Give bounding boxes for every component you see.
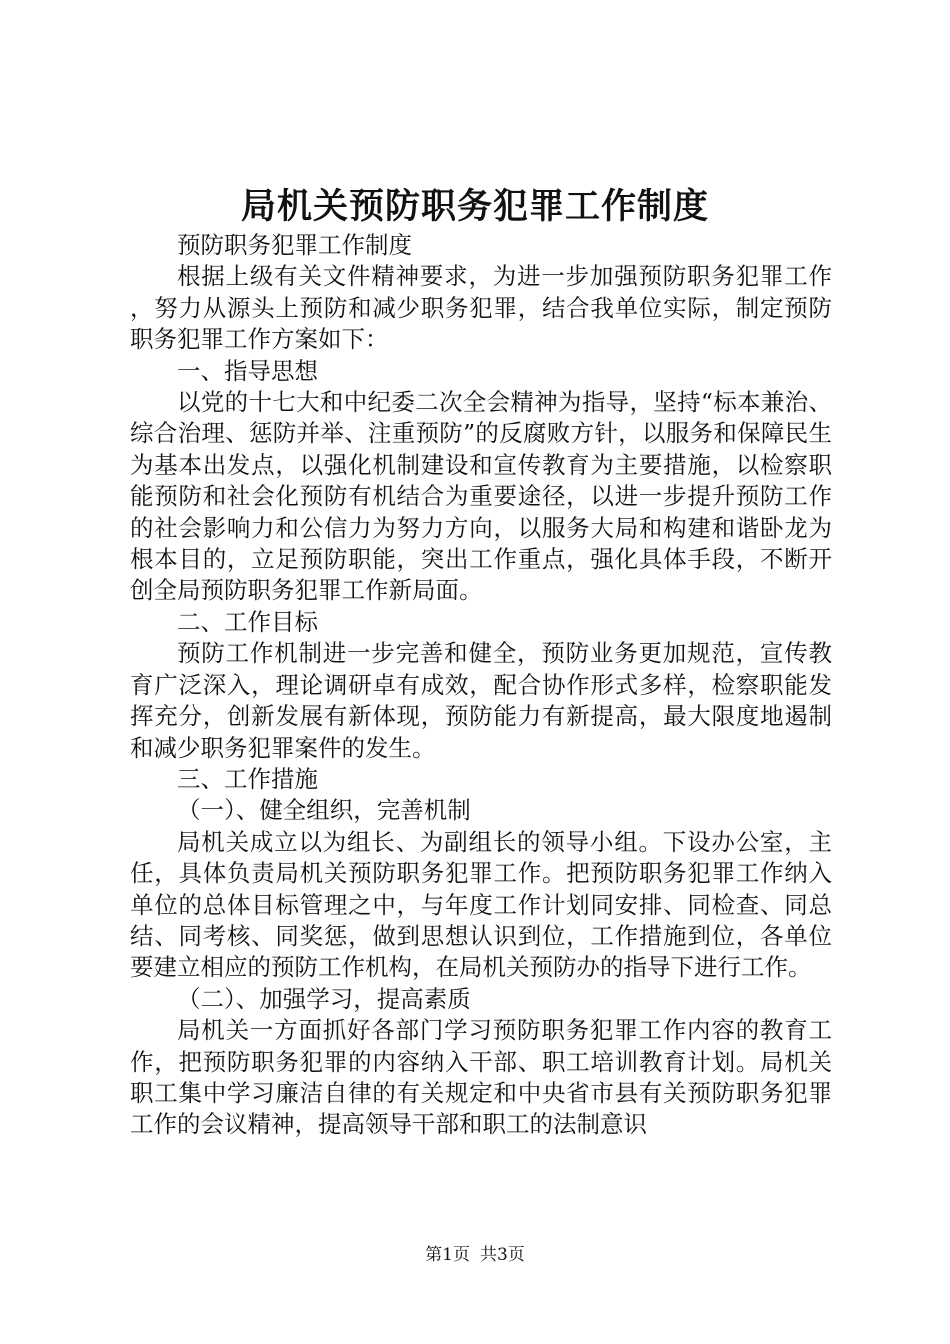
paragraph-study: 局机关一方面抓好各部门学习预防职务犯罪工作内容的教育工作，把预防职务犯罪的内容纳入干部、职工培训教育计划。局机关职工集中学习廉洁自律的有关规定和中央省市县有关预防职务犯罪工作的会议精神，提高领导干部和职工的法制意识 [130, 1016, 832, 1139]
heading-work-goals: 二、工作目标 [177, 607, 318, 636]
subheading-organization: （一）、健全组织，完善机制 [177, 796, 471, 825]
current-page-number: 第1页 [425, 1245, 470, 1265]
document-body [130, 230, 832, 1141]
subheading-study: （二）、加强学习，提高素质 [177, 984, 471, 1013]
heading-guiding-ideology: 一、指导思想 [177, 356, 318, 385]
total-pages: 共3页 [480, 1245, 525, 1265]
paragraph-guiding-ideology: 以党的十七大和中纪委二次全会精神为指导，坚持“标本兼治、综合治理、惩防并举、注重预防”的反腐败方针，以服务和保障民生为基本出发点，以强化机制建设和宣传教育为主要措施，以检察职能预防和社会化预防有机结合为重要途径，以进一步提升预防工作的社会影响力和公信力为努力方向，以服务大局和构建和谐卧龙为根本目的，立足预防职能，突出工作重点，强化具体手段，不断开创全局预防职务犯罪工作新局面。 [130, 388, 832, 605]
heading-work-measures: 三、工作措施 [177, 764, 318, 793]
page-footer [0, 1243, 950, 1267]
paragraph-intro: 根据上级有关文件精神要求，为进一步加强预防职务犯罪工作，努力从源头上预防和减少职务犯罪，结合我单位实际，制定预防职务犯罪工作方案如下： [130, 262, 832, 354]
paragraph-organization: 局机关成立以为组长、为副组长的领导小组。下设办公室，主任，具体负责局机关预防职务犯罪工作。把预防职务犯罪工作纳入单位的总体目标管理之中，与年度工作计划同安排、同检查、同总结、同考核、同奖惩，做到思想认识到位，工作措施到位，各单位要建立相应的预防工作机构，在局机关预防办的指导下进行工作。 [130, 827, 832, 982]
document-title: 局机关预防职务犯罪工作制度 [240, 186, 709, 227]
paragraph-subtitle: 预防职务犯罪工作制度 [177, 231, 412, 259]
paragraph-work-goals: 预防工作机制进一步完善和健全，预防业务更加规范，宣传教育广泛深入，理论调研卓有成效，配合协作形式多样，检察职能发挥充分，创新发展有新体现，预防能力有新提高，最大限度地遏制和减少职务犯罪案件的发生。 [130, 639, 832, 762]
